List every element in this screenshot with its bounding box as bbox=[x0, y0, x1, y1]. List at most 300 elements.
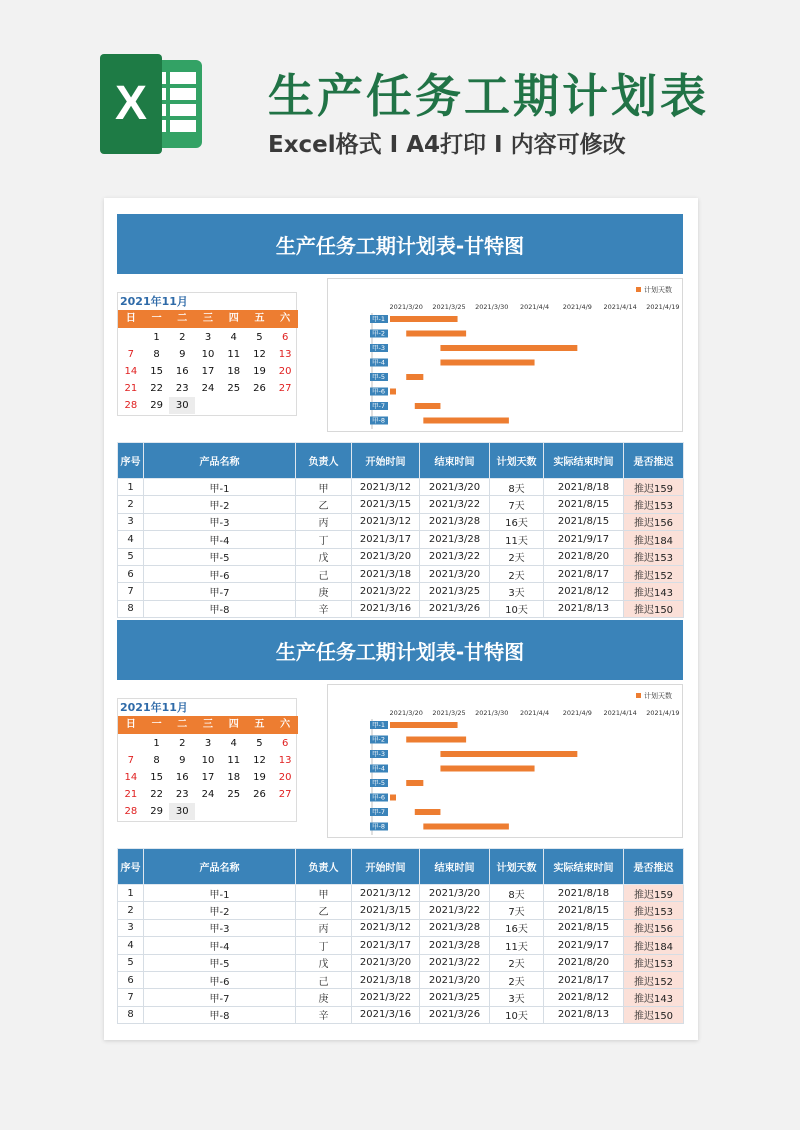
table-cell[interactable]: 2021/3/17 bbox=[352, 937, 420, 954]
calendar-weekday: 三 bbox=[203, 719, 214, 730]
gantt-chart bbox=[327, 684, 683, 838]
table-header-cell[interactable]: 负责人 bbox=[296, 443, 352, 479]
table-cell[interactable]: 16天 bbox=[490, 513, 544, 530]
table-cell[interactable]: 2021/8/20 bbox=[544, 954, 624, 971]
table-cell[interactable]: 甲-5 bbox=[144, 954, 296, 971]
table-cell[interactable]: 10天 bbox=[490, 600, 544, 617]
table-cell[interactable]: 推迟152 bbox=[624, 971, 684, 988]
table-cell[interactable]: 推迟153 bbox=[624, 902, 684, 919]
table-header-cell[interactable]: 产品名称 bbox=[144, 849, 296, 885]
page-header bbox=[0, 0, 800, 190]
table-cell[interactable]: 2021/3/20 bbox=[420, 971, 490, 988]
table-cell[interactable]: 推迟184 bbox=[624, 531, 684, 548]
table-cell[interactable]: 11天 bbox=[490, 531, 544, 548]
calendar-day[interactable]: 15 bbox=[150, 366, 163, 377]
calendar-day[interactable]: 10 bbox=[201, 755, 215, 766]
table-cell[interactable]: 甲-2 bbox=[144, 496, 296, 513]
table-cell[interactable]: 1 bbox=[118, 885, 144, 902]
calendar-weekday: 一 bbox=[151, 313, 162, 324]
calendar-day[interactable]: 26 bbox=[253, 383, 266, 394]
gantt-chart bbox=[327, 278, 683, 432]
category-label: 甲-7 bbox=[372, 402, 385, 410]
calendar-weekday: 六 bbox=[280, 719, 291, 730]
calendar-day[interactable]: 1 bbox=[153, 738, 160, 749]
table-cell[interactable]: 甲-1 bbox=[144, 885, 296, 902]
calendar-day[interactable]: 12 bbox=[253, 349, 266, 360]
calendar-day[interactable]: 9 bbox=[179, 349, 186, 360]
table-cell[interactable]: 2 bbox=[118, 902, 144, 919]
gantt-bar bbox=[406, 331, 466, 337]
category-label: 甲-4 bbox=[372, 358, 385, 367]
table-cell[interactable]: 庚 bbox=[296, 583, 352, 600]
table-cell[interactable]: 7 bbox=[118, 583, 144, 600]
category-label: 甲-1 bbox=[372, 721, 385, 729]
calendar-day[interactable]: 27 bbox=[278, 383, 292, 394]
table-cell[interactable]: 2天 bbox=[490, 548, 544, 565]
calendar-day[interactable]: 22 bbox=[150, 383, 163, 394]
gantt-bar bbox=[440, 766, 534, 772]
table-cell[interactable]: 3天 bbox=[490, 989, 544, 1006]
table-cell[interactable]: 甲-6 bbox=[144, 971, 296, 988]
table-cell[interactable]: 2021/3/12 bbox=[352, 919, 420, 936]
table-cell[interactable]: 甲-2 bbox=[144, 902, 296, 919]
table-cell[interactable]: 甲 bbox=[296, 479, 352, 496]
excel-logo-icon bbox=[100, 50, 204, 158]
gantt-bar bbox=[440, 345, 577, 351]
table-cell[interactable]: 乙 bbox=[296, 902, 352, 919]
calendar-day bbox=[118, 735, 144, 752]
calendar-day[interactable]: 3 bbox=[204, 332, 212, 343]
calendar-day[interactable]: 1 bbox=[153, 332, 160, 343]
table-cell[interactable]: 8 bbox=[118, 1006, 144, 1023]
calendar-day[interactable]: 5 bbox=[256, 738, 263, 749]
calendar-day bbox=[118, 329, 144, 346]
calendar-day[interactable]: 15 bbox=[150, 772, 163, 783]
calendar-day[interactable]: 23 bbox=[175, 383, 189, 394]
calendar-weekday: 日 bbox=[125, 313, 136, 324]
table-cell[interactable]: 2021/3/22 bbox=[420, 496, 490, 513]
calendar-day[interactable]: 28 bbox=[124, 806, 138, 817]
table-cell[interactable]: 推迟159 bbox=[624, 885, 684, 902]
table-cell[interactable]: 2021/8/17 bbox=[544, 971, 624, 988]
calendar-day[interactable]: 16 bbox=[175, 366, 189, 377]
category-label: 甲-8 bbox=[372, 822, 385, 831]
calendar-day bbox=[247, 397, 273, 414]
table-cell[interactable]: 2021/3/12 bbox=[352, 479, 420, 496]
table-cell[interactable]: 2021/3/22 bbox=[420, 548, 490, 565]
table-cell[interactable]: 甲-1 bbox=[144, 479, 296, 496]
table-cell[interactable]: 戊 bbox=[296, 548, 352, 565]
calendar-day[interactable]: 21 bbox=[124, 789, 138, 800]
table-header-cell[interactable]: 实际结束时间 bbox=[544, 443, 624, 479]
table-header-cell[interactable]: 开始时间 bbox=[352, 443, 420, 479]
x-tick-label: 2021/3/30 bbox=[475, 709, 509, 717]
calendar-weekday: 五 bbox=[254, 313, 265, 324]
calendar-weekday: 日 bbox=[125, 719, 136, 730]
table-header-cell[interactable]: 计划天数 bbox=[490, 443, 544, 479]
calendar-day[interactable]: 3 bbox=[204, 738, 212, 749]
calendar-day[interactable]: 7 bbox=[127, 755, 135, 766]
calendar-weekday: 一 bbox=[151, 719, 162, 730]
legend-swatch bbox=[636, 693, 641, 698]
calendar-weekday: 二 bbox=[177, 719, 188, 730]
table-cell[interactable]: 4 bbox=[118, 531, 144, 548]
gantt-svg bbox=[328, 279, 684, 433]
calendar-day[interactable]: 17 bbox=[201, 366, 215, 377]
table-cell[interactable]: 4 bbox=[118, 937, 144, 954]
table-cell[interactable]: 10天 bbox=[490, 1006, 544, 1023]
calendar-day[interactable]: 19 bbox=[253, 366, 266, 377]
calendar-day[interactable]: 9 bbox=[179, 755, 186, 766]
table-cell[interactable]: 11天 bbox=[490, 937, 544, 954]
table-cell[interactable]: 7天 bbox=[490, 496, 544, 513]
table-cell[interactable]: 2021/3/22 bbox=[420, 902, 490, 919]
table-cell[interactable]: 2天 bbox=[490, 971, 544, 988]
table-cell[interactable]: 推迟150 bbox=[624, 1006, 684, 1023]
table-cell[interactable]: 庚 bbox=[296, 989, 352, 1006]
table-body bbox=[118, 479, 684, 618]
table-header-cell[interactable]: 开始时间 bbox=[352, 849, 420, 885]
table-cell[interactable]: 2021/8/18 bbox=[544, 885, 624, 902]
gantt-bar bbox=[440, 751, 577, 757]
calendar-day[interactable]: 29 bbox=[150, 806, 163, 817]
table-cell[interactable]: 2021/8/15 bbox=[544, 919, 624, 936]
table-cell[interactable]: 2021/3/22 bbox=[352, 989, 420, 1006]
calendar-day[interactable]: 11 bbox=[227, 755, 241, 766]
table-row bbox=[118, 531, 684, 548]
table-cell[interactable]: 2021/3/20 bbox=[352, 548, 420, 565]
table-header-cell[interactable]: 计划天数 bbox=[490, 849, 544, 885]
table-cell[interactable]: 2021/3/15 bbox=[352, 496, 420, 513]
table-header-cell[interactable]: 是否推迟 bbox=[624, 443, 684, 479]
calendar-day[interactable]: 7 bbox=[127, 349, 135, 360]
calendar-month: 2021年11月 bbox=[120, 295, 188, 308]
table-row bbox=[118, 954, 684, 971]
calendar-weekday: 四 bbox=[228, 719, 239, 730]
table-row bbox=[118, 902, 684, 919]
schedule-table bbox=[117, 848, 684, 1024]
x-tick-label: 2021/4/14 bbox=[603, 709, 637, 717]
table-cell[interactable]: 2021/8/12 bbox=[544, 583, 624, 600]
calendar-week-row bbox=[118, 803, 298, 820]
gantt-bar bbox=[406, 780, 423, 786]
schedule-table bbox=[117, 442, 684, 618]
x-tick-label: 2021/4/4 bbox=[519, 709, 550, 717]
calendar-day[interactable]: 13 bbox=[278, 349, 292, 360]
calendar-day[interactable]: 11 bbox=[227, 349, 241, 360]
table-cell[interactable]: 2021/3/22 bbox=[352, 583, 420, 600]
calendar-weekday: 三 bbox=[203, 313, 214, 324]
x-tick-label: 2021/3/25 bbox=[432, 303, 466, 311]
page-subtitle: Excel格式 I A4打印 I 内容可修改 bbox=[268, 132, 626, 158]
table-cell[interactable]: 辛 bbox=[296, 600, 352, 617]
table-cell[interactable]: 8 bbox=[118, 600, 144, 617]
calendar-day[interactable]: 25 bbox=[227, 383, 241, 394]
calendar-day[interactable]: 14 bbox=[124, 772, 138, 783]
calendar-day[interactable]: 16 bbox=[175, 772, 189, 783]
gantt-bar bbox=[390, 389, 396, 395]
table-cell[interactable]: 2021/8/13 bbox=[544, 600, 624, 617]
calendar-day[interactable]: 14 bbox=[124, 366, 138, 377]
category-label: 甲-5 bbox=[372, 373, 385, 381]
table-cell[interactable]: 推迟150 bbox=[624, 600, 684, 617]
calendar-day[interactable]: 5 bbox=[256, 332, 263, 343]
table-header-row bbox=[118, 849, 684, 885]
calendar-day bbox=[195, 397, 221, 414]
table-cell[interactable]: 6 bbox=[118, 971, 144, 988]
table-cell[interactable]: 16天 bbox=[490, 919, 544, 936]
table-row bbox=[118, 885, 684, 902]
calendar-day[interactable]: 4 bbox=[230, 738, 237, 749]
table-cell[interactable]: 乙 bbox=[296, 496, 352, 513]
calendar-day[interactable]: 18 bbox=[227, 366, 241, 377]
table-cell[interactable]: 5 bbox=[118, 954, 144, 971]
table-cell[interactable]: 己 bbox=[296, 971, 352, 988]
table-cell[interactable]: 2021/3/16 bbox=[352, 600, 420, 617]
table-cell[interactable]: 2021/8/15 bbox=[544, 902, 624, 919]
category-label: 甲-3 bbox=[372, 750, 385, 758]
table-header-cell[interactable]: 是否推迟 bbox=[624, 849, 684, 885]
table-row bbox=[118, 513, 684, 530]
table-cell[interactable]: 甲-3 bbox=[144, 513, 296, 530]
table-header-cell[interactable]: 结束时间 bbox=[420, 443, 490, 479]
table-cell[interactable]: 推迟159 bbox=[624, 479, 684, 496]
table-header-cell[interactable]: 序号 bbox=[118, 443, 144, 479]
table-cell[interactable]: 2021/3/15 bbox=[352, 902, 420, 919]
table-header-cell[interactable]: 产品名称 bbox=[144, 443, 296, 479]
table-cell[interactable]: 丙 bbox=[296, 919, 352, 936]
calendar-day[interactable]: 17 bbox=[201, 772, 215, 783]
table-row bbox=[118, 937, 684, 954]
table-cell[interactable]: 推迟156 bbox=[624, 513, 684, 530]
table-cell[interactable]: 3 bbox=[118, 513, 144, 530]
calendar-week-row bbox=[118, 363, 298, 380]
table-cell[interactable]: 2021/3/25 bbox=[420, 583, 490, 600]
calendar-weekday: 四 bbox=[228, 313, 239, 324]
table-cell[interactable]: 己 bbox=[296, 565, 352, 582]
calendar-day[interactable]: 6 bbox=[281, 738, 289, 749]
table-cell[interactable]: 6 bbox=[118, 565, 144, 582]
table-cell[interactable]: 2021/3/20 bbox=[352, 954, 420, 971]
category-label: 甲-5 bbox=[372, 779, 385, 787]
calendar-day[interactable]: 2 bbox=[179, 332, 186, 343]
table-row bbox=[118, 479, 684, 496]
table-cell[interactable]: 2021/8/20 bbox=[544, 548, 624, 565]
calendar-day[interactable]: 12 bbox=[253, 755, 266, 766]
table-cell[interactable]: 2 bbox=[118, 496, 144, 513]
table-cell[interactable]: 8天 bbox=[490, 885, 544, 902]
calendar-day[interactable]: 4 bbox=[230, 332, 237, 343]
table-cell[interactable]: 2021/8/13 bbox=[544, 1006, 624, 1023]
category-label: 甲-6 bbox=[372, 387, 385, 396]
table-cell[interactable]: 丁 bbox=[296, 937, 352, 954]
x-tick-label: 2021/4/4 bbox=[519, 303, 550, 311]
calendar-week-row bbox=[118, 380, 298, 397]
calendar-day[interactable]: 18 bbox=[227, 772, 241, 783]
table-cell[interactable]: 甲-5 bbox=[144, 548, 296, 565]
table-cell[interactable]: 推迟143 bbox=[624, 989, 684, 1006]
calendar-day[interactable]: 19 bbox=[253, 772, 266, 783]
x-tick-label: 2021/4/9 bbox=[562, 709, 592, 717]
calendar-day[interactable]: 26 bbox=[253, 789, 266, 800]
calendar bbox=[117, 698, 297, 822]
table-cell[interactable]: 甲-8 bbox=[144, 600, 296, 617]
table-cell[interactable]: 2021/3/18 bbox=[352, 565, 420, 582]
table-cell[interactable]: 推迟156 bbox=[624, 919, 684, 936]
table-cell[interactable]: 2021/3/26 bbox=[420, 600, 490, 617]
gantt-svg bbox=[328, 685, 684, 839]
table-cell[interactable]: 2021/3/16 bbox=[352, 1006, 420, 1023]
table-cell[interactable]: 2021/8/17 bbox=[544, 565, 624, 582]
table-cell[interactable]: 2021/8/15 bbox=[544, 496, 624, 513]
table-cell[interactable]: 2021/3/28 bbox=[420, 513, 490, 530]
calendar-grid bbox=[118, 735, 298, 820]
table-cell[interactable]: 推迟152 bbox=[624, 565, 684, 582]
calendar-day[interactable]: 22 bbox=[150, 789, 163, 800]
table-cell[interactable]: 甲-6 bbox=[144, 565, 296, 582]
section-banner: 生产任务工期计划表-甘特图 bbox=[117, 620, 683, 680]
gantt-bar bbox=[390, 316, 458, 322]
table-cell[interactable]: 1 bbox=[118, 479, 144, 496]
table-cell[interactable]: 2021/3/26 bbox=[420, 1006, 490, 1023]
x-tick-label: 2021/4/19 bbox=[646, 303, 680, 311]
table-header-cell[interactable]: 实际结束时间 bbox=[544, 849, 624, 885]
table-cell[interactable]: 戊 bbox=[296, 954, 352, 971]
x-tick-label: 2021/3/20 bbox=[389, 709, 423, 717]
table-cell[interactable]: 2021/8/12 bbox=[544, 989, 624, 1006]
legend-label: 计划天数 bbox=[644, 692, 672, 700]
calendar-day bbox=[221, 803, 247, 820]
table-cell[interactable]: 甲 bbox=[296, 885, 352, 902]
calendar-day[interactable]: 10 bbox=[201, 349, 215, 360]
calendar-day[interactable]: 20 bbox=[278, 366, 292, 377]
table-cell[interactable]: 辛 bbox=[296, 1006, 352, 1023]
table-cell[interactable]: 2021/3/18 bbox=[352, 971, 420, 988]
calendar-day[interactable]: 13 bbox=[278, 755, 292, 766]
calendar-day[interactable]: 25 bbox=[227, 789, 241, 800]
table-header-cell[interactable]: 负责人 bbox=[296, 849, 352, 885]
category-label: 甲-1 bbox=[372, 315, 385, 323]
table-cell[interactable]: 甲-4 bbox=[144, 531, 296, 548]
table-cell[interactable]: 2021/3/28 bbox=[420, 531, 490, 548]
x-tick-label: 2021/4/19 bbox=[646, 709, 680, 717]
calendar-week-row bbox=[118, 735, 298, 752]
table-cell[interactable]: 7天 bbox=[490, 902, 544, 919]
calendar-day bbox=[272, 803, 298, 820]
table-cell[interactable]: 甲-4 bbox=[144, 937, 296, 954]
calendar-day[interactable]: 30 bbox=[169, 803, 195, 820]
table-cell[interactable]: 2021/9/17 bbox=[544, 937, 624, 954]
calendar-day[interactable]: 2 bbox=[179, 738, 186, 749]
table-cell[interactable]: 2021/3/28 bbox=[420, 919, 490, 936]
table-cell[interactable]: 推迟153 bbox=[624, 496, 684, 513]
calendar-weekday-header bbox=[118, 310, 298, 328]
calendar-week-row bbox=[118, 346, 298, 363]
calendar-day[interactable]: 23 bbox=[175, 789, 189, 800]
table-cell[interactable]: 3天 bbox=[490, 583, 544, 600]
page-title: 生产任务工期计划表 bbox=[268, 69, 709, 123]
gantt-bar bbox=[415, 809, 441, 815]
table-cell[interactable]: 5 bbox=[118, 548, 144, 565]
category-label: 甲-7 bbox=[372, 808, 385, 816]
table-cell[interactable]: 2021/3/20 bbox=[420, 885, 490, 902]
gantt-bar bbox=[415, 403, 441, 409]
table-row bbox=[118, 583, 684, 600]
calendar-weekday: 六 bbox=[280, 313, 291, 324]
calendar-day[interactable]: 24 bbox=[201, 383, 215, 394]
x-tick-label: 2021/4/9 bbox=[562, 303, 592, 311]
table-cell[interactable]: 推迟153 bbox=[624, 954, 684, 971]
calendar-day[interactable]: 20 bbox=[278, 772, 292, 783]
calendar-week-row bbox=[118, 752, 298, 769]
calendar-day[interactable]: 29 bbox=[150, 400, 163, 411]
table-cell[interactable]: 2021/3/20 bbox=[420, 479, 490, 496]
calendar-day[interactable]: 30 bbox=[169, 397, 195, 414]
calendar-day[interactable]: 8 bbox=[153, 755, 160, 766]
calendar-day[interactable]: 28 bbox=[124, 400, 138, 411]
table-cell[interactable]: 2021/3/12 bbox=[352, 513, 420, 530]
table-cell[interactable]: 2天 bbox=[490, 565, 544, 582]
table-body bbox=[118, 885, 684, 1024]
table-cell[interactable]: 推迟184 bbox=[624, 937, 684, 954]
x-tick-label: 2021/4/14 bbox=[603, 303, 637, 311]
calendar-weekday-header bbox=[118, 716, 298, 734]
gantt-bar bbox=[440, 360, 534, 366]
table-cell[interactable]: 8天 bbox=[490, 479, 544, 496]
table-cell[interactable]: 2021/3/22 bbox=[420, 954, 490, 971]
gantt-bar bbox=[406, 737, 466, 743]
table-cell[interactable]: 2021/3/12 bbox=[352, 885, 420, 902]
table-cell[interactable]: 3 bbox=[118, 919, 144, 936]
calendar-day[interactable]: 21 bbox=[124, 383, 138, 394]
table-cell[interactable]: 甲-7 bbox=[144, 583, 296, 600]
calendar-month: 2021年11月 bbox=[120, 701, 188, 714]
calendar-day[interactable]: 24 bbox=[201, 789, 215, 800]
table-row bbox=[118, 919, 684, 936]
table-cell[interactable]: 甲-8 bbox=[144, 1006, 296, 1023]
table-row bbox=[118, 600, 684, 617]
calendar-day[interactable]: 27 bbox=[278, 789, 292, 800]
legend-label: 计划天数 bbox=[644, 286, 672, 294]
table-header-cell[interactable]: 结束时间 bbox=[420, 849, 490, 885]
table-cell[interactable]: 2021/8/15 bbox=[544, 513, 624, 530]
table-header-cell[interactable]: 序号 bbox=[118, 849, 144, 885]
x-tick-label: 2021/3/20 bbox=[389, 303, 423, 311]
table-cell[interactable]: 丙 bbox=[296, 513, 352, 530]
table-cell[interactable]: 推迟143 bbox=[624, 583, 684, 600]
category-label: 甲-6 bbox=[372, 793, 385, 802]
table-cell[interactable]: 2021/3/28 bbox=[420, 937, 490, 954]
category-label: 甲-8 bbox=[372, 416, 385, 425]
table-cell[interactable]: 推迟153 bbox=[624, 548, 684, 565]
table-cell[interactable]: 丁 bbox=[296, 531, 352, 548]
table-cell[interactable]: 2021/9/17 bbox=[544, 531, 624, 548]
table-cell[interactable]: 2021/3/20 bbox=[420, 565, 490, 582]
calendar-week-row bbox=[118, 769, 298, 786]
calendar-day[interactable]: 8 bbox=[153, 349, 160, 360]
table-cell[interactable]: 2021/3/25 bbox=[420, 989, 490, 1006]
calendar-weekday: 二 bbox=[177, 313, 188, 324]
calendar-day[interactable]: 6 bbox=[281, 332, 289, 343]
table-cell[interactable]: 2021/3/17 bbox=[352, 531, 420, 548]
table-cell[interactable]: 2021/8/18 bbox=[544, 479, 624, 496]
table-cell[interactable]: 甲-3 bbox=[144, 919, 296, 936]
table-cell[interactable]: 7 bbox=[118, 989, 144, 1006]
table-row bbox=[118, 496, 684, 513]
table-cell[interactable]: 甲-7 bbox=[144, 989, 296, 1006]
table-cell[interactable]: 2天 bbox=[490, 954, 544, 971]
table-row bbox=[118, 989, 684, 1006]
